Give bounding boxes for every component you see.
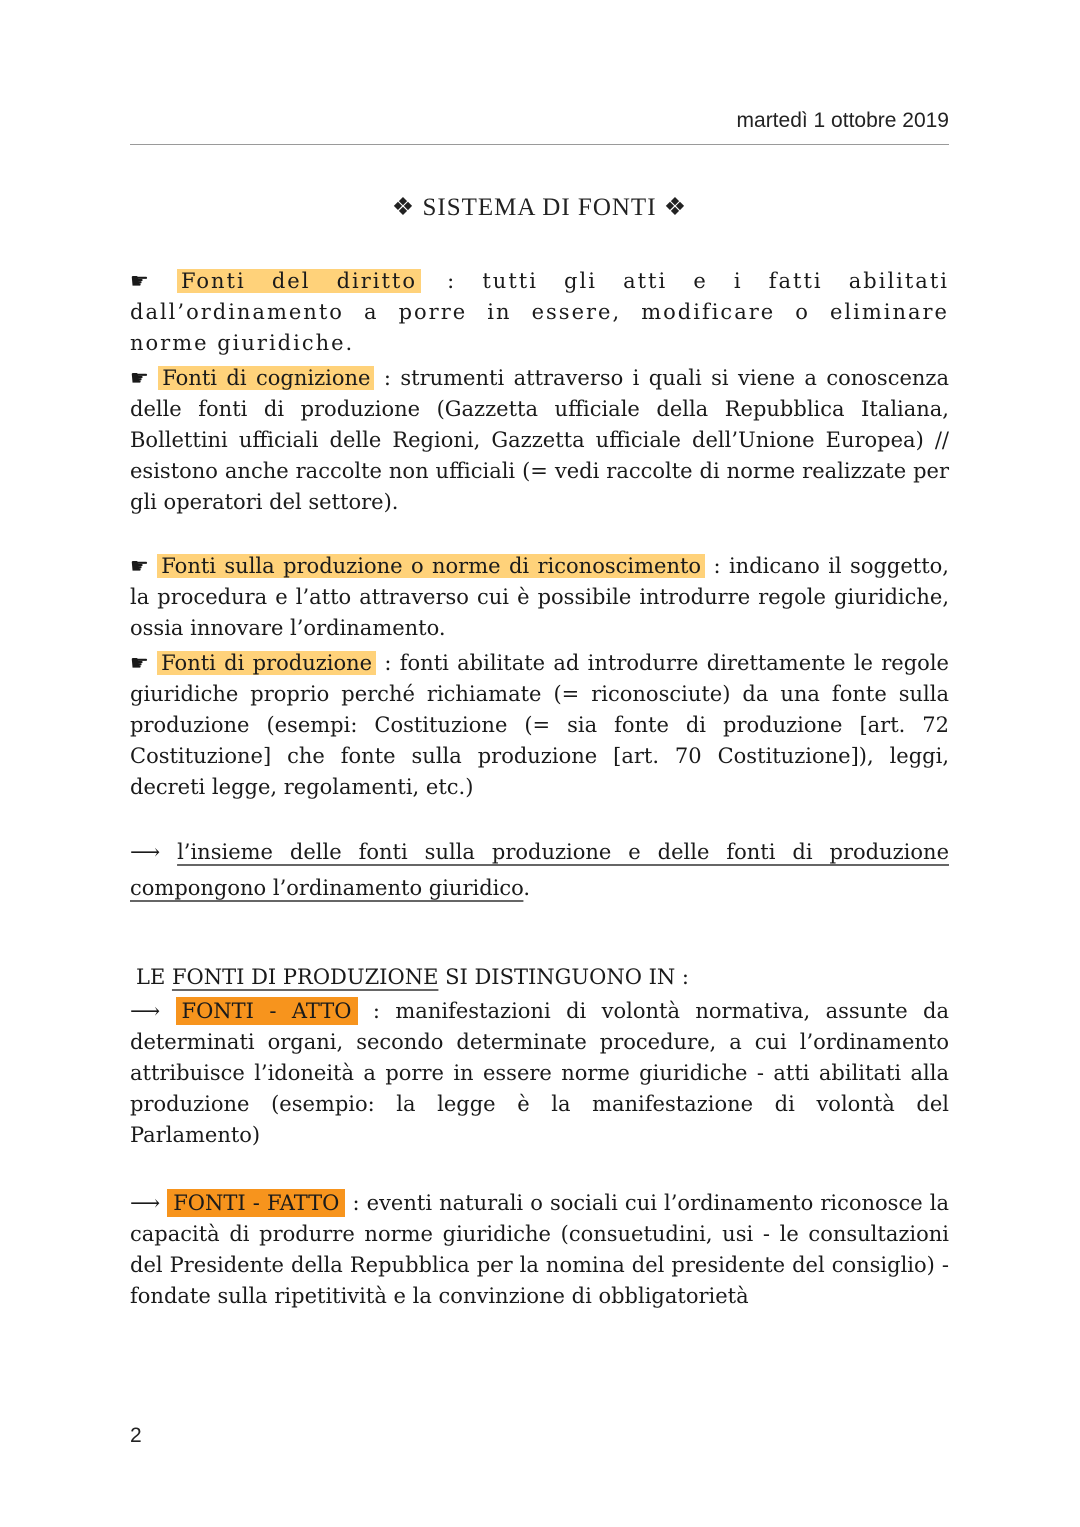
heading-prefix: LE [136,965,172,989]
definition-text: : indicano il soggetto, la procedura e l’atto attraverso cui è possibile introdurre regole giuridiche, ossia innovare l’ordinamento. [130,554,949,640]
arrow-icon: ⟶ [130,1191,161,1215]
definition-text: : strumenti attraverso i quali si viene a conoscenza delle fonti di produzione (Gazzetta ufficiale della Repubblica Italiana, Bollettini ufficiali delle Regioni, Gazzetta ufficiale dell’Unione Europea) // esistono anche raccolte non ufficiali (= vedi raccolte di norme realizzate per gli operatori del settore). [130,366,949,514]
definition-text: : manifestazioni di volontà normativa, assunte da determinati organi, secondo determinate procedure, a cui l’ordinamento attribuisce l’idoneità a porre in essere norme giuridiche - atti abilitati alla produzione (esempio: la legge è la manifestazione di volontà del Parlamento) [130,999,949,1147]
paragraph-fonti-atto [130,996,949,1151]
paragraph-fonti-di-cognizione [130,363,949,518]
pointing-hand-icon: ☛ [130,651,149,675]
paragraph-fonti-sulla-produzione [130,551,949,644]
paragraph-fonti-del-diritto [130,266,949,359]
conclusion-period: . [523,876,531,900]
term-fonti-del-diritto: Fonti del diritto [177,269,421,293]
pointing-hand-icon: ☛ [130,366,149,390]
distinction-heading [136,962,955,993]
paragraph-fonti-di-produzione [130,648,949,803]
page-number: 2 [130,1424,142,1447]
underlined-conclusion: l’insieme delle fonti sulla produzione e delle fonti di produzione compongono l’ordinamento giuridico [130,840,949,900]
term-fonti-di-cognizione: Fonti di cognizione [158,366,374,390]
pointing-hand-icon: ☛ [130,554,149,578]
page-title: ❖ SISTEMA DI FONTI ❖ [391,194,688,221]
definition-text: : tutti gli atti e i fatti abilitati dall’ordinamento a porre in essere, modificare o eliminare norme giuridiche. [130,269,949,355]
heading-suffix: SI DISTINGUONO IN : [438,965,690,989]
arrow-icon: ⟶ [130,840,161,864]
arrow-icon: ⟶ [130,999,161,1023]
term-fonti-fatto: FONTI - FATTO [167,1189,345,1217]
pointing-hand-icon: ☛ [130,269,151,293]
header-divider [130,144,949,145]
heading-underlined: FONTI DI PRODUZIONE [171,965,439,989]
paragraph-conclusione [130,834,949,906]
document-date: martedì 1 ottobre 2019 [736,109,949,132]
term-fonti-atto: FONTI - ATTO [176,997,358,1025]
paragraph-fonti-fatto [130,1188,949,1312]
definition-text: : eventi naturali o sociali cui l’ordinamento riconosce la capacità di produrre norme giuridiche (consuetudini, usi - le consultazioni del Presidente della Repubblica per la nomina del presidente del consiglio) - fondate sulla ripetitività e la convinzione di obbligatorietà [130,1191,949,1308]
term-fonti-sulla-produzione: Fonti sulla produzione o norme di riconoscimento [157,554,705,578]
term-fonti-di-produzione: Fonti di produzione [157,651,376,675]
definition-text: : fonti abilitate ad introdurre direttamente le regole giuridiche proprio perché richiamate (= riconosciute) da una fonte sulla produzione (esempi: Costituzione (= sia fonte di produzione [art. 72 Costituzione] che fonte sulla produzione [art. 70 Costituzione]), leggi, decreti legge, regolamenti, etc.) [130,651,949,799]
